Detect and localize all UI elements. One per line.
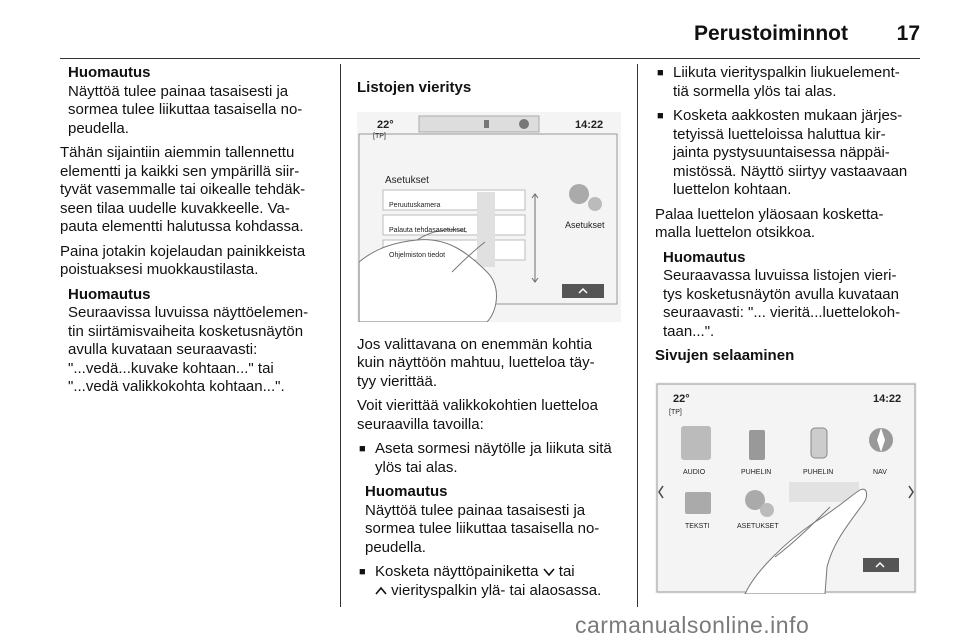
note-line: Seuraavissa luvuissa näyttöelemen- — [68, 304, 309, 321]
paragraph: Tähän sijaintiin aiemmin tallennettu elementti ja kaikki sen ympärillä siir- tyvät vasemmalle tai oikealle tehdäk- seen tilaa uudelle kuvakkeelle. Va- pauta elementti halutussa kohdassa. — [60, 144, 306, 235]
page-number: 17 — [896, 22, 920, 45]
note-title: Huomautus — [365, 483, 448, 500]
note-box-2 — [60, 286, 332, 397]
note-line: sormea tulee liikuttaa tasaisella no- — [68, 101, 303, 118]
note-title: Huomautus — [68, 285, 151, 303]
note-box — [655, 249, 925, 342]
home-icon-settings[interactable]: ASETUKSET — [737, 522, 779, 530]
page-title: Perustoiminnot — [693, 22, 848, 45]
note-line: seuraavasti: "... vieritä...luettelokoh- — [663, 304, 901, 321]
column-divider-2 — [637, 64, 638, 607]
note-line: tys kosketusnäytön avulla kuvataan — [663, 285, 899, 303]
note-line: sormea tulee liikuttaa tasaisella no- — [365, 520, 600, 537]
screen-clock: 14:22 — [575, 118, 604, 131]
bullet-item: ■ Kosketa näyttöpainiketta tai vierityspalkin ylä- tai alaosassa. — [357, 563, 629, 600]
watermark: carmanualsonline.info — [575, 612, 810, 638]
home-icon-nav[interactable]: NAV — [873, 468, 887, 476]
home-icon-phone-2[interactable]: PUHELIN — [803, 468, 834, 476]
screen-tp-indicator: [TP] — [373, 132, 386, 140]
chevron-up-icon — [375, 586, 387, 596]
note-line: Näyttöä tulee painaa tasaisesti ja — [68, 82, 289, 100]
right-column — [655, 64, 925, 594]
note-line: peudella. — [68, 119, 129, 137]
home-icon-phone[interactable]: PUHELIN — [741, 468, 772, 476]
middle-column — [357, 64, 629, 606]
screen-clock: 14:22 — [873, 392, 902, 405]
note-line: "...vedä valikkokohta kohtaan...". — [68, 378, 285, 395]
note-line: tin siirtämisvaiheita kosketusnäytön — [68, 322, 304, 340]
section-heading: Sivujen selaaminen — [655, 347, 795, 364]
note-title: Huomautus — [68, 64, 151, 81]
note-box — [357, 483, 629, 557]
screen-list-item[interactable]: Ohjelmiston tiedot — [389, 251, 446, 259]
screen-temperature: 22° — [377, 118, 394, 131]
section-heading: Listojen vieritys — [357, 79, 472, 96]
note-line: peudella. — [365, 538, 426, 556]
home-icon-text[interactable]: TEKSTI — [685, 522, 710, 530]
paragraph: Jos valittavana on enemmän kohtia kuin näyttöön mahtuu, luetteloa täy- tyy vierittää. — [357, 335, 595, 390]
screen-list-item[interactable]: Palauta tehdasasetukset — [389, 226, 466, 234]
note-line: "...vedä...kuvake kohtaan..." tai — [68, 359, 274, 377]
column-divider-1 — [340, 64, 341, 607]
note-title: Huomautus — [663, 248, 746, 266]
paragraph: Paina jotakin kojelaudan painikkeista poistuaksesi muokkaustilasta. — [60, 242, 306, 278]
paragraph: Palaa luettelon yläosaan kosketta- malla luettelon otsikkoa. — [655, 205, 884, 241]
screen-tp-indicator: [TP] — [669, 408, 682, 416]
bullet-item: ■ Aseta sormesi näytölle ja liikuta sitä ylös tai alas. — [357, 440, 629, 477]
settings-list-screenshot — [357, 112, 621, 322]
note-line: avulla kuvataan seuraavasti: — [68, 341, 258, 358]
note-line: taan...". — [663, 322, 715, 340]
header-rule — [60, 58, 920, 59]
bullet-item: ■ Liikuta vierityspalkin liukuelement- tiä sormella ylös tai alas. — [655, 64, 925, 101]
screen-side-label: Asetukset — [565, 219, 605, 230]
home-pages-screenshot — [655, 382, 917, 594]
screen-menu-title: Asetukset — [385, 174, 429, 186]
home-icon-audio[interactable]: AUDIO — [683, 468, 706, 476]
paragraph: Voit vierittää valikkokohtien luetteloa seuraavilla tavoilla: — [357, 397, 598, 433]
screen-temperature: 22° — [673, 392, 690, 405]
page-header — [0, 14, 960, 54]
note-box-1 — [60, 64, 332, 138]
note-line: Seuraavassa luvuissa listojen vieri- — [663, 267, 897, 284]
left-column — [60, 64, 332, 403]
screen-frame — [655, 382, 917, 594]
note-line: Näyttöä tulee painaa tasaisesti ja — [365, 501, 586, 519]
chevron-down-icon — [543, 567, 555, 577]
bullet-item: ■ Kosketa aakkosten mukaan järjes- tetyissä luetteloissa haluttua kir- jainta pystysuuntaisessa näppäi- mistössä. Näyttö siirtyy vastaavaan luettelon kohtaan. — [655, 107, 925, 200]
screen-list-item[interactable]: Peruutuskamera — [389, 201, 441, 209]
